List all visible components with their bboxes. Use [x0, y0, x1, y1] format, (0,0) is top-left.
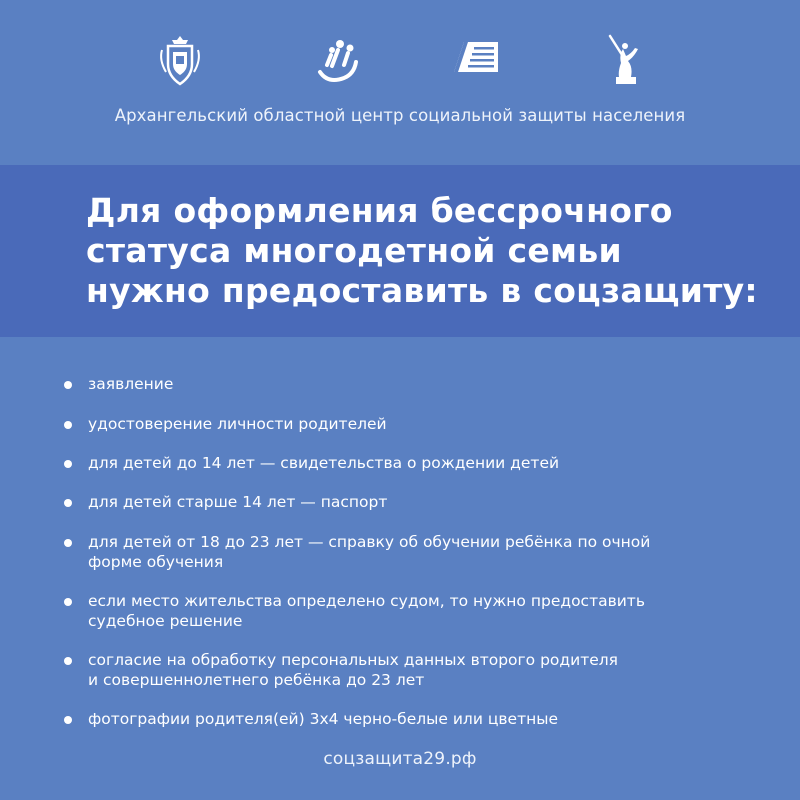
coat-of-arms-icon — [154, 32, 206, 88]
list-item-text: фотографии родителя(ей) 3х4 черно-белые или цветные — [88, 710, 559, 728]
list-item — [62, 591, 762, 631]
monument-statue-icon — [596, 32, 648, 88]
list-item-text: и совершеннолетнего ребёнка до 23 лет — [88, 671, 425, 689]
headline-line: нужно предоставить в соцзащиту: — [86, 271, 758, 310]
logo-row — [0, 32, 800, 92]
list-item — [62, 709, 762, 729]
social-protection-logo-icon — [310, 32, 362, 88]
list-item-text: согласие на обработку персональных данных второго родителя — [88, 651, 618, 669]
list-item-text: судебное решение — [88, 612, 243, 630]
headline-line: Для оформления бессрочного — [86, 191, 673, 230]
list-item-text: форме обучения — [88, 553, 224, 571]
organization-name: Архангельский областной центр социальной защиты населения — [114, 106, 686, 125]
list-item — [62, 650, 762, 690]
list-item-text: заявление — [88, 375, 174, 393]
list-item-text: удостоверение личности родителей — [88, 415, 387, 433]
page-title — [86, 191, 786, 311]
list-item-text: для детей старше 14 лет — паспорт — [88, 493, 388, 511]
requirements-list — [62, 374, 762, 729]
list-item — [62, 532, 762, 572]
list-item-text: для детей от 18 до 23 лет — справку об обучении ребёнка по очной — [88, 533, 651, 551]
list-item-text: если место жительства определено судом, то нужно предоставить — [88, 592, 645, 610]
headline-line: статуса многодетной семьи — [86, 231, 622, 270]
list-item — [62, 492, 762, 512]
list-item — [62, 453, 762, 473]
national-projects-logo-icon — [450, 32, 502, 88]
list-item — [62, 414, 762, 434]
list-item-text: для детей до 14 лет — свидетельства о рождении детей — [88, 454, 560, 472]
website-link[interactable]: соцзащита29.рф — [323, 749, 477, 769]
list-item — [62, 374, 762, 394]
